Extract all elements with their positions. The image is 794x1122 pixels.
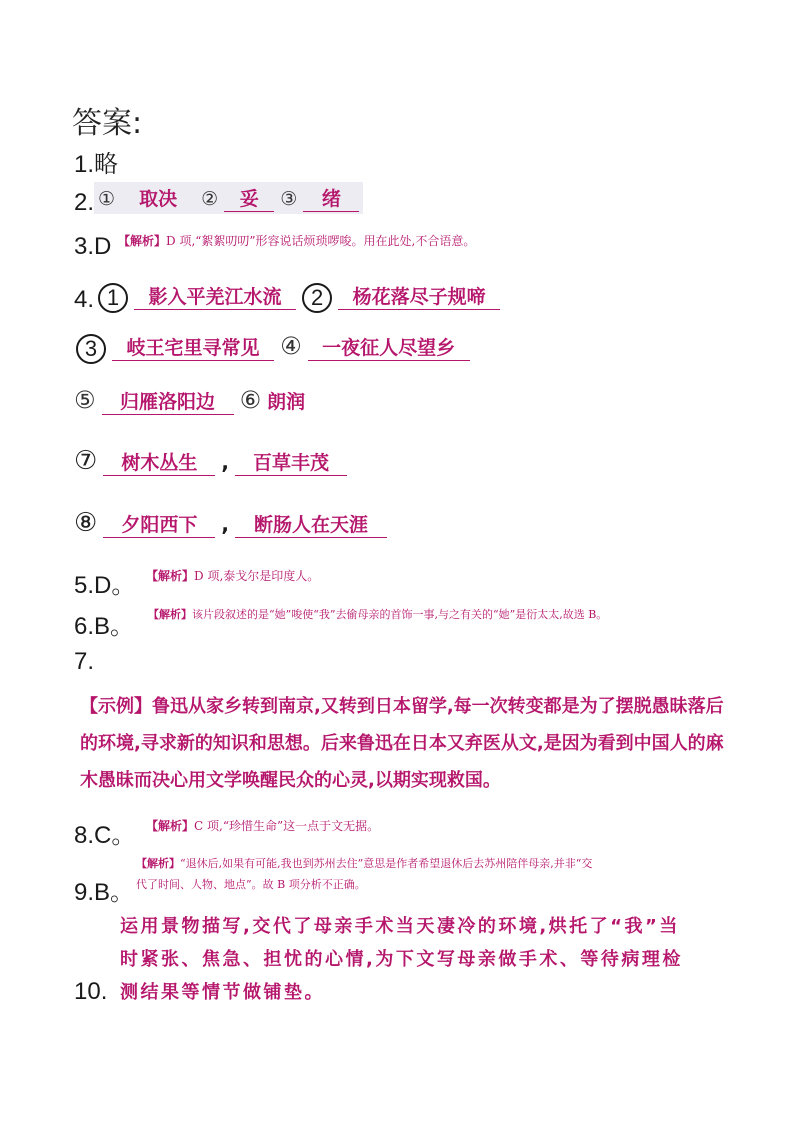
question-2-answers — [94, 182, 363, 214]
circled-number-8: ⑧ — [74, 508, 98, 538]
explanation-tag: 【解析】 — [118, 234, 167, 248]
explanation-text: D 项,泰戈尔是印度人。 — [194, 569, 320, 583]
poem-line: 归雁洛阳边 — [102, 387, 234, 415]
comma: , — [221, 512, 230, 536]
poem-line: 一夜征人尽望乡 — [308, 333, 470, 361]
question-4-number: 4. — [74, 286, 95, 313]
poem-fill-row-2 — [76, 332, 470, 364]
question-8-explanation — [146, 817, 379, 834]
poem-line: 夕阳西下 — [103, 510, 215, 538]
explanation-tag: 【解析】 — [146, 819, 195, 833]
circled-number-4: ④ — [280, 332, 302, 360]
blank-marker: ① — [98, 188, 116, 210]
question-7-answer: 【示例】鲁迅从家乡转到南京,又转到日本留学,每一次转变都是为了摆脱愚昧落后的环境,寻求新的知识和思想。后来鲁迅在日本又弃医从文,是因为看到中国人的麻木愚昧而决心用文学唤醒民众的心灵,以期实现救国。 — [80, 696, 724, 791]
question-1 — [74, 144, 118, 179]
blank-marker: ③ — [280, 188, 298, 210]
poem-line: 岐王宅里寻常见 — [112, 333, 274, 361]
explanation-text: 该片段叙述的是“她”唆使“我”去偷母亲的首饰一事,与之有关的“她”是衍太太,故选 B。 — [192, 608, 608, 621]
question-3-number: 3.D — [74, 233, 112, 260]
poem-line: 树木丛生 — [103, 448, 215, 476]
poem-fill-row-5 — [74, 508, 387, 538]
poem-fill-row-3 — [74, 386, 305, 415]
circled-number-1: 1 — [98, 283, 128, 313]
question-9-number: 9.B。 — [74, 879, 135, 906]
circled-number-3: 3 — [76, 334, 106, 364]
question-5-explanation — [146, 567, 319, 584]
question-9-explanation-line-2: 代了时间、人物、地点”。故 B 项分析不正确。 — [136, 878, 366, 891]
question-6-explanation — [148, 606, 607, 622]
explanation-text: C 项,“珍惜生命”这一点于文无据。 — [194, 819, 380, 833]
circled-number-6: ⑥ — [239, 386, 262, 414]
question-10-answer: 运用景物描写,交代了母亲手术当天凄冷的环境,烘托了“我”当时紧张、焦急、担忧的心情,为下文写母亲做手术、等待病理检测结果等情节做铺垫。 — [120, 916, 683, 1003]
poem-fill-row-4 — [74, 446, 347, 476]
blank-answer: 绪 — [303, 184, 359, 212]
question-2-number: 2. — [74, 189, 95, 216]
question-8-number: 8.C。 — [74, 822, 136, 849]
blank-marker: ② — [201, 188, 219, 210]
poem-fill-row-1 — [98, 282, 500, 313]
explanation-tag: 【解析】 — [148, 608, 192, 621]
circled-number-5: ⑤ — [74, 386, 96, 414]
circled-number-7: ⑦ — [74, 446, 98, 476]
question-5-number: 5.D。 — [74, 572, 136, 599]
question-3-explanation — [118, 232, 475, 249]
question-9-explanation-line-1 — [136, 855, 592, 871]
comma: , — [221, 450, 230, 474]
circled-number-2: 2 — [302, 283, 332, 313]
blank-answer: 取决 — [139, 188, 178, 210]
poem-line: 朗润 — [267, 391, 306, 413]
blank-answer: 妥 — [224, 184, 274, 212]
explanation-text: D 项,“絮絮叨叨”形容说话烦琐啰唆。用在此处,不合语意。 — [166, 234, 476, 248]
question-6-number: 6.B。 — [74, 613, 135, 640]
question-7-number: 7. — [74, 648, 95, 675]
page-heading: 答案: — [72, 106, 143, 141]
poem-line: 影入平羌江水流 — [134, 282, 296, 310]
question-number: 1. — [74, 151, 95, 178]
explanation-text: “退休后,如果有可能,我也到苏州去住”意思是作者希望退休后去苏州陪伴母亲,并非“交 — [180, 857, 593, 870]
question-10-number: 10. — [74, 978, 108, 1005]
poem-line: 百草丰茂 — [235, 448, 347, 476]
explanation-tag: 【解析】 — [136, 857, 180, 870]
poem-line: 断肠人在天涯 — [235, 510, 387, 538]
explanation-tag: 【解析】 — [146, 569, 195, 583]
answer-text: 略 — [94, 151, 119, 178]
poem-line: 杨花落尽子规啼 — [338, 282, 500, 310]
